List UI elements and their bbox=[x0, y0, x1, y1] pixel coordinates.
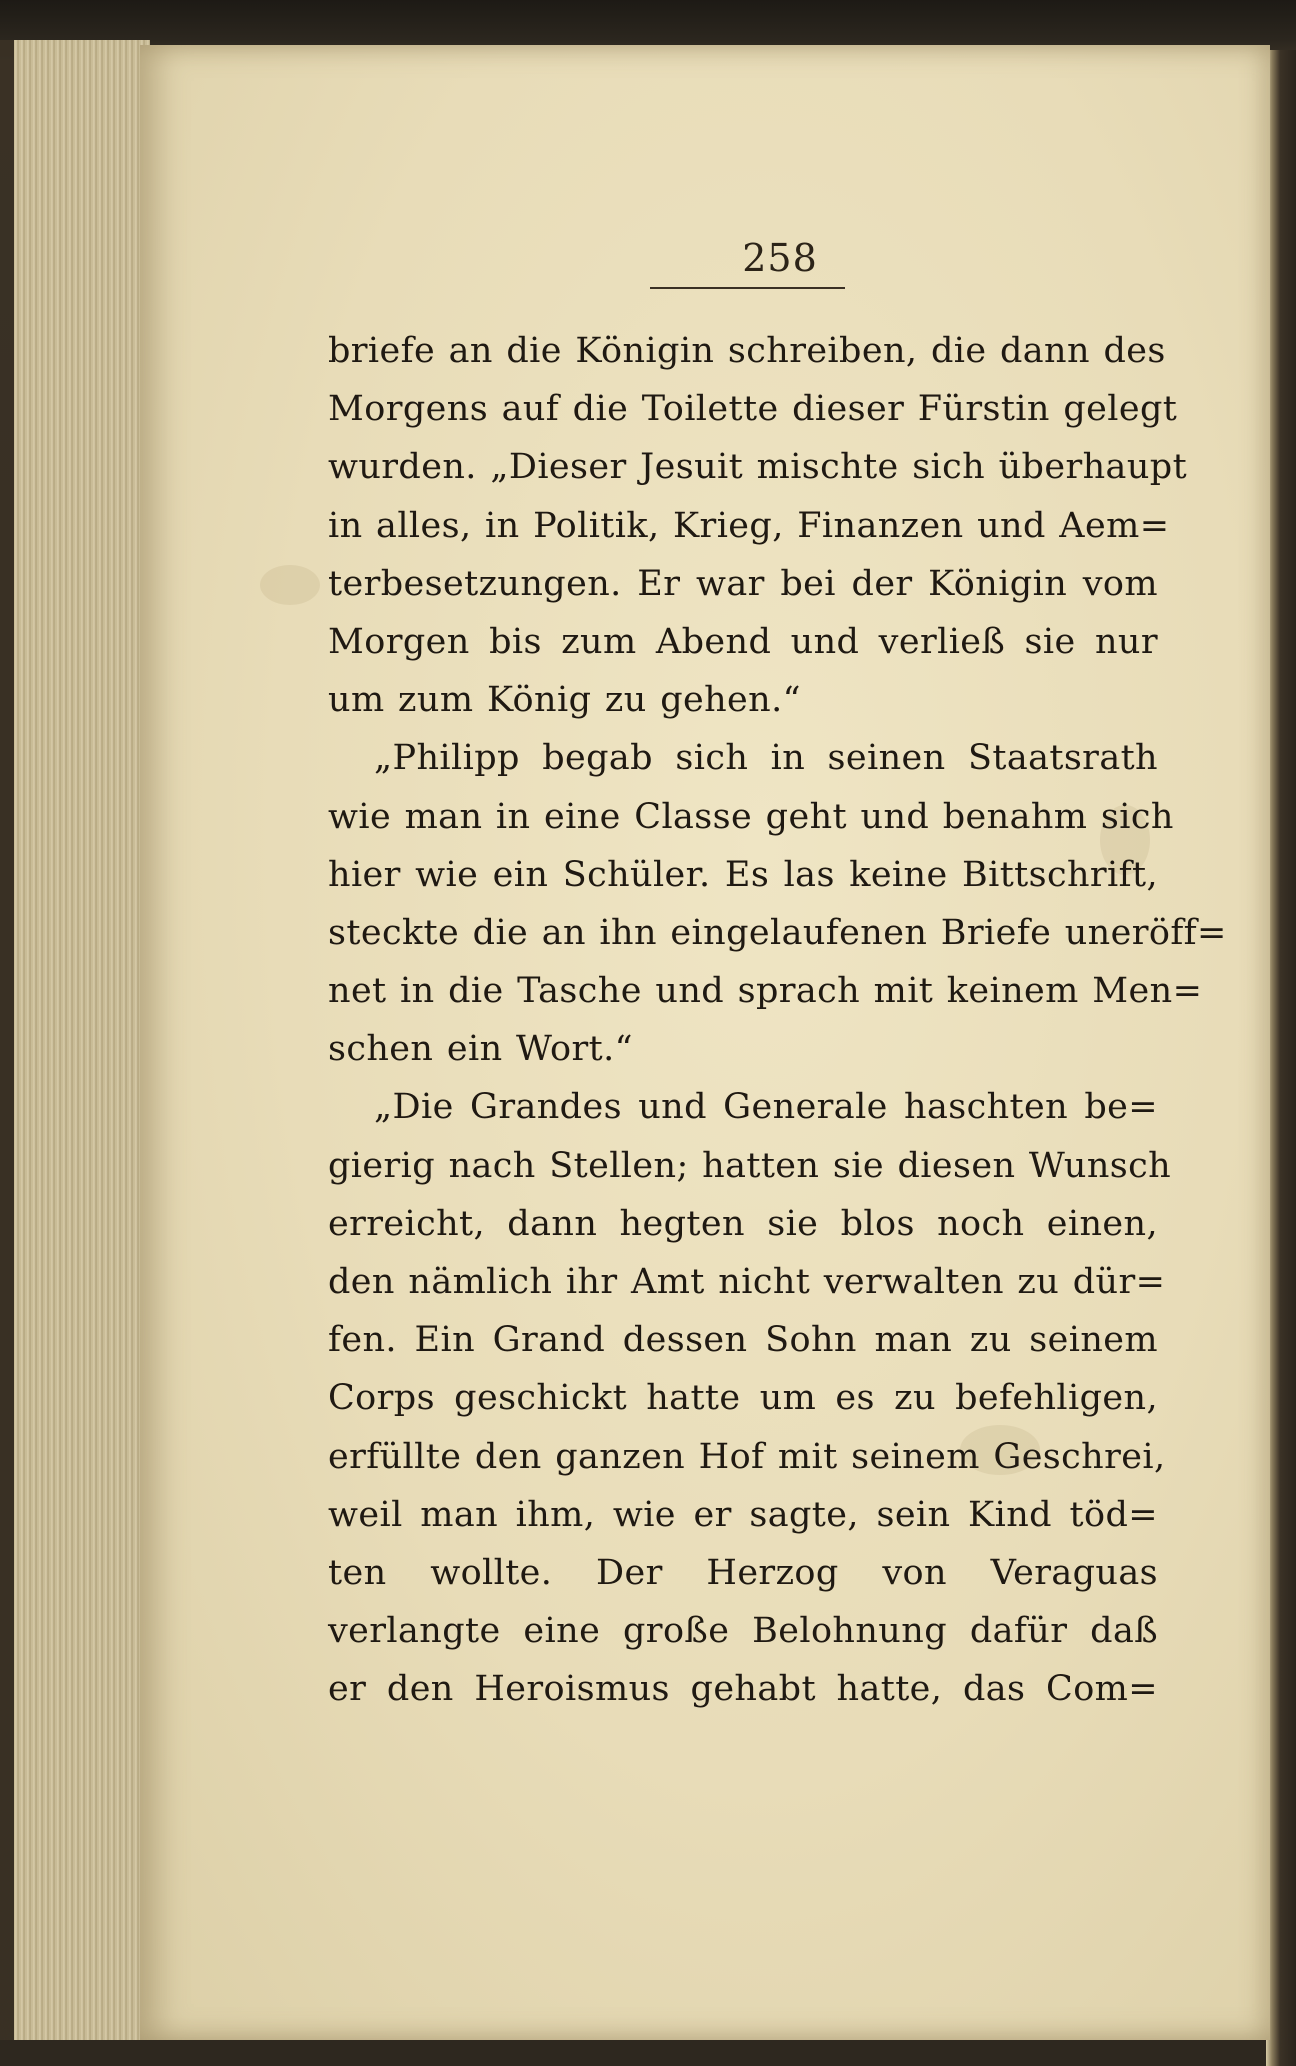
text-line: net in die Tasche und sprach mit keinem Men= bbox=[328, 971, 1203, 1012]
text-line: Morgen bis zum Abend und verließ sie nur bbox=[328, 621, 1158, 662]
text-line: erfüllte den ganzen Hof mit seinem Geschrei, bbox=[328, 1436, 1166, 1477]
text-line: erreicht, dann hegten sie blos noch einen, bbox=[328, 1203, 1158, 1244]
text-line: verlangte eine große Belohnung dafür daß bbox=[328, 1611, 1158, 1652]
text-line: Corps geschickt hatte um es zu befehligen, bbox=[328, 1378, 1158, 1419]
text-line: „Philipp begab sich in seinen Staatsrath bbox=[374, 738, 1158, 779]
text-line: fen. Ein Grand dessen Sohn man zu seinem bbox=[328, 1320, 1158, 1361]
text-line: wie man in eine Classe geht und benahm sich bbox=[328, 796, 1174, 837]
text-line: Morgens auf die Toilette dieser Fürstin gelegt bbox=[328, 389, 1178, 430]
text-line: in alles, in Politik, Krieg, Finanzen und Aem= bbox=[328, 505, 1170, 546]
text-line: weil man ihm, wie er sagte, sein Kind töd= bbox=[328, 1494, 1158, 1535]
text-line: er den Heroismus gehabt hatte, das Com= bbox=[328, 1669, 1158, 1710]
text-line: gierig nach Stellen; hatten sie diesen Wunsch bbox=[328, 1145, 1172, 1186]
text-line: steckte die an ihn eingelaufenen Briefe uneröff= bbox=[328, 912, 1227, 953]
text-line: hier wie ein Schüler. Es las keine Bittschrift, bbox=[328, 854, 1158, 895]
header-rule bbox=[650, 287, 845, 289]
book-binding-edge bbox=[1266, 50, 1296, 2066]
book-page-edges bbox=[0, 40, 150, 2040]
text-line: ten wollte. Der Herzog von Veraguas bbox=[328, 1552, 1158, 1593]
text-line: „Die Grandes und Generale haschten be= bbox=[374, 1087, 1158, 1128]
text-line: den nämlich ihr Amt nicht verwalten zu dür= bbox=[328, 1262, 1166, 1302]
text-line: schen ein Wort.“ bbox=[328, 1029, 633, 1070]
body-text bbox=[328, 322, 1227, 1719]
text-line: briefe an die Königin schreiben, die dann des bbox=[328, 331, 1166, 371]
text-line: wurden. „Dieser Jesuit mischte sich überhaupt bbox=[328, 447, 1188, 488]
paper-stain bbox=[260, 565, 320, 605]
text-line: terbesetzungen. Er war bei der Königin vom bbox=[328, 563, 1158, 604]
page-number: 258 bbox=[742, 236, 818, 280]
text-line: um zum König zu gehen.“ bbox=[328, 680, 801, 721]
